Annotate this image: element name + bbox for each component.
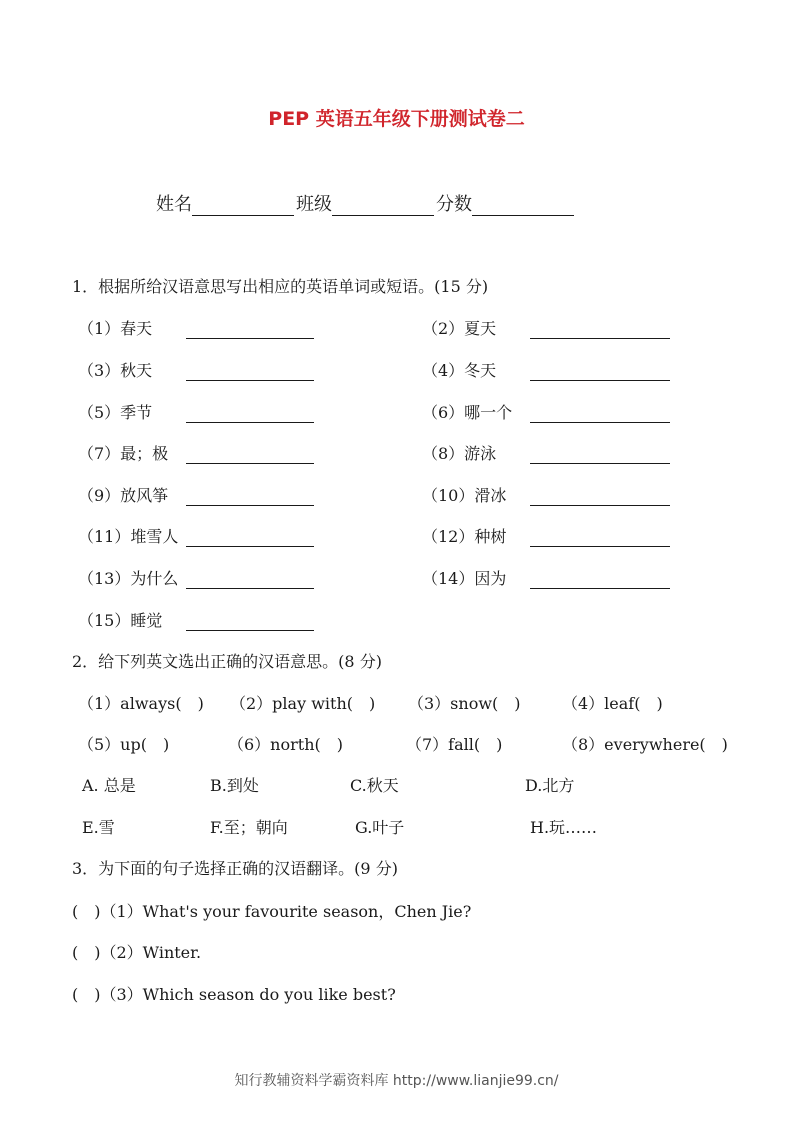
- s1-item: （11）堆雪人: [78, 524, 314, 547]
- s1-item: （6）哪一个: [422, 400, 670, 423]
- answer-blank[interactable]: [530, 322, 670, 339]
- answer-blank[interactable]: [530, 406, 670, 423]
- s2-item: （2）play with( ): [230, 694, 376, 713]
- s3-line: ( )（3）Which season do you like best?: [72, 985, 396, 1004]
- s1-item: （2）夏天: [422, 316, 670, 339]
- answer-blank[interactable]: [186, 364, 314, 381]
- section1-heading: 1．根据所给汉语意思写出相应的英语单词或短语。(15 分): [72, 277, 489, 296]
- s2-option: A. 总是: [82, 776, 136, 795]
- answer-blank[interactable]: [530, 364, 670, 381]
- s1-item: （13）为什么: [78, 566, 314, 589]
- s1-item: （5）季节: [78, 400, 314, 423]
- s1-item: （1）春天: [78, 316, 314, 339]
- section3-heading: 3．为下面的句子选择正确的汉语翻译。(9 分): [72, 859, 398, 878]
- s2-option: D.北方: [525, 776, 575, 795]
- answer-blank[interactable]: [186, 447, 314, 464]
- answer-blank[interactable]: [530, 447, 670, 464]
- s2-item: （8）everywhere( ): [562, 735, 728, 754]
- answer-blank[interactable]: [530, 572, 670, 589]
- s2-option: H.玩……: [530, 818, 598, 837]
- s1-item: （12）种树: [422, 524, 670, 547]
- s2-option: G.叶子: [355, 818, 405, 837]
- s2-item: （6）north( ): [228, 735, 343, 754]
- section2-heading: 2．给下列英文选出正确的汉语意思。(8 分): [72, 652, 382, 671]
- answer-blank[interactable]: [186, 322, 314, 339]
- s1-item: （10）滑冰: [422, 483, 670, 506]
- s1-item: （3）秋天: [78, 358, 314, 381]
- s2-item: （3）snow( ): [408, 694, 521, 713]
- answer-blank[interactable]: [186, 572, 314, 589]
- s2-option: B.到处: [210, 776, 259, 795]
- name-blank[interactable]: [192, 195, 294, 216]
- s2-option: C.秋天: [350, 776, 399, 795]
- name-label: 姓名: [156, 194, 192, 215]
- s2-option: E.雪: [82, 818, 115, 837]
- s2-option: F.至；朝向: [210, 818, 288, 837]
- s1-item: （14）因为: [422, 566, 670, 589]
- s2-item: （5）up( ): [78, 735, 170, 754]
- answer-blank[interactable]: [530, 489, 670, 506]
- s1-item: （9）放风筝: [78, 483, 314, 506]
- s2-item: （1）always( ): [78, 694, 204, 713]
- s1-item: （15）睡觉: [78, 608, 314, 631]
- class-label: 班级: [296, 194, 332, 215]
- s3-line: ( )（1）What's your favourite season，Chen Jie?: [72, 902, 472, 921]
- answer-blank[interactable]: [530, 530, 670, 547]
- page-title: PEP 英语五年级下册测试卷二: [268, 108, 525, 130]
- footer-source: 知行教辅资料学霸资料库 http://www.lianjie99.cn/: [234, 1073, 559, 1089]
- answer-blank[interactable]: [186, 489, 314, 506]
- s1-item: （8）游泳: [422, 441, 670, 464]
- score-label: 分数: [436, 194, 472, 215]
- student-info: [156, 190, 576, 216]
- score-blank[interactable]: [472, 195, 574, 216]
- answer-blank[interactable]: [186, 614, 314, 631]
- answer-blank[interactable]: [186, 406, 314, 423]
- answer-blank[interactable]: [186, 530, 314, 547]
- s2-item: （7）fall( ): [406, 735, 503, 754]
- s1-item: （7）最；极: [78, 441, 314, 464]
- s1-item: （4）冬天: [422, 358, 670, 381]
- s3-line: ( )（2）Winter.: [72, 943, 202, 962]
- s2-item: （4）leaf( ): [562, 694, 663, 713]
- class-blank[interactable]: [332, 195, 434, 216]
